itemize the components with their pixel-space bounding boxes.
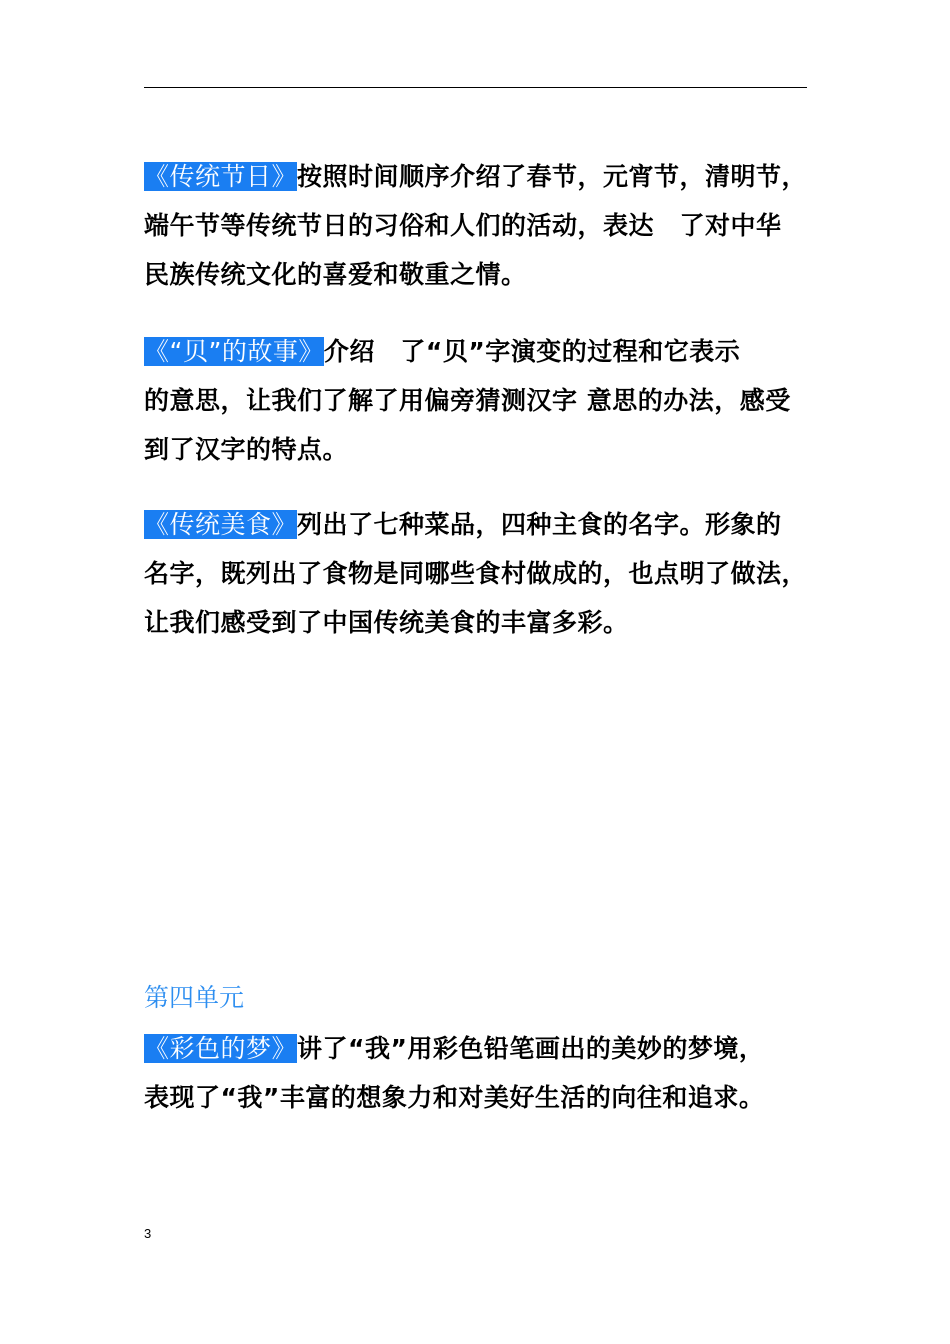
paragraph-story-of-bei <box>144 327 816 474</box>
lesson-title-highlight: 《传统节日》 <box>144 162 298 191</box>
paragraph-line: 名字，既列出了食物是同哪些食村做成的，也点明了做法， <box>144 559 808 588</box>
paragraph-traditional-food <box>144 500 816 647</box>
paragraph-traditional-festivals <box>144 152 816 299</box>
paragraph-text: 介绍 了“贝”字演变的过程和它表示 <box>323 337 741 366</box>
paragraph-line: 到了汉字的特点。 <box>144 435 349 464</box>
paragraph-line: 的意思，让我们了解了用偏旁猜测汉字 意思的办法，感受 <box>144 386 791 415</box>
lesson-title-highlight: 《彩色的梦》 <box>144 1034 298 1063</box>
paragraph-line <box>144 500 816 549</box>
paragraph-text: 按照时间顺序介绍了春节，元宵节，清明节， <box>297 162 808 191</box>
paragraph-text: 讲了“我”用彩色铅笔画出的美妙的梦境， <box>297 1034 765 1063</box>
lesson-title-highlight: 《传统美食》 <box>144 510 298 539</box>
page-number: 3 <box>144 1226 152 1241</box>
paragraph-line: 民族传统文化的喜爱和敬重之情。 <box>144 260 527 289</box>
paragraph-line <box>144 152 816 201</box>
paragraph-text: 列出了七种菜品，四种主食的名字。形象的 <box>297 510 782 539</box>
paragraph-line <box>144 1024 816 1073</box>
paragraph-line: 端午节等传统节日的习俗和人们的活动，表达 了对中华 <box>144 211 782 240</box>
paragraph-line: 让我们感受到了中国传统美食的丰富多彩。 <box>144 608 629 637</box>
paragraph-colorful-dream <box>144 1024 816 1122</box>
paragraph-line <box>144 327 816 376</box>
paragraph-line: 表现了“我”丰富的想象力和对美好生活的向往和追求。 <box>144 1083 765 1112</box>
header-rule <box>144 87 807 88</box>
unit-heading: 第四单元 <box>144 983 245 1012</box>
lesson-title-highlight: 《“贝”的故事》 <box>144 337 324 366</box>
